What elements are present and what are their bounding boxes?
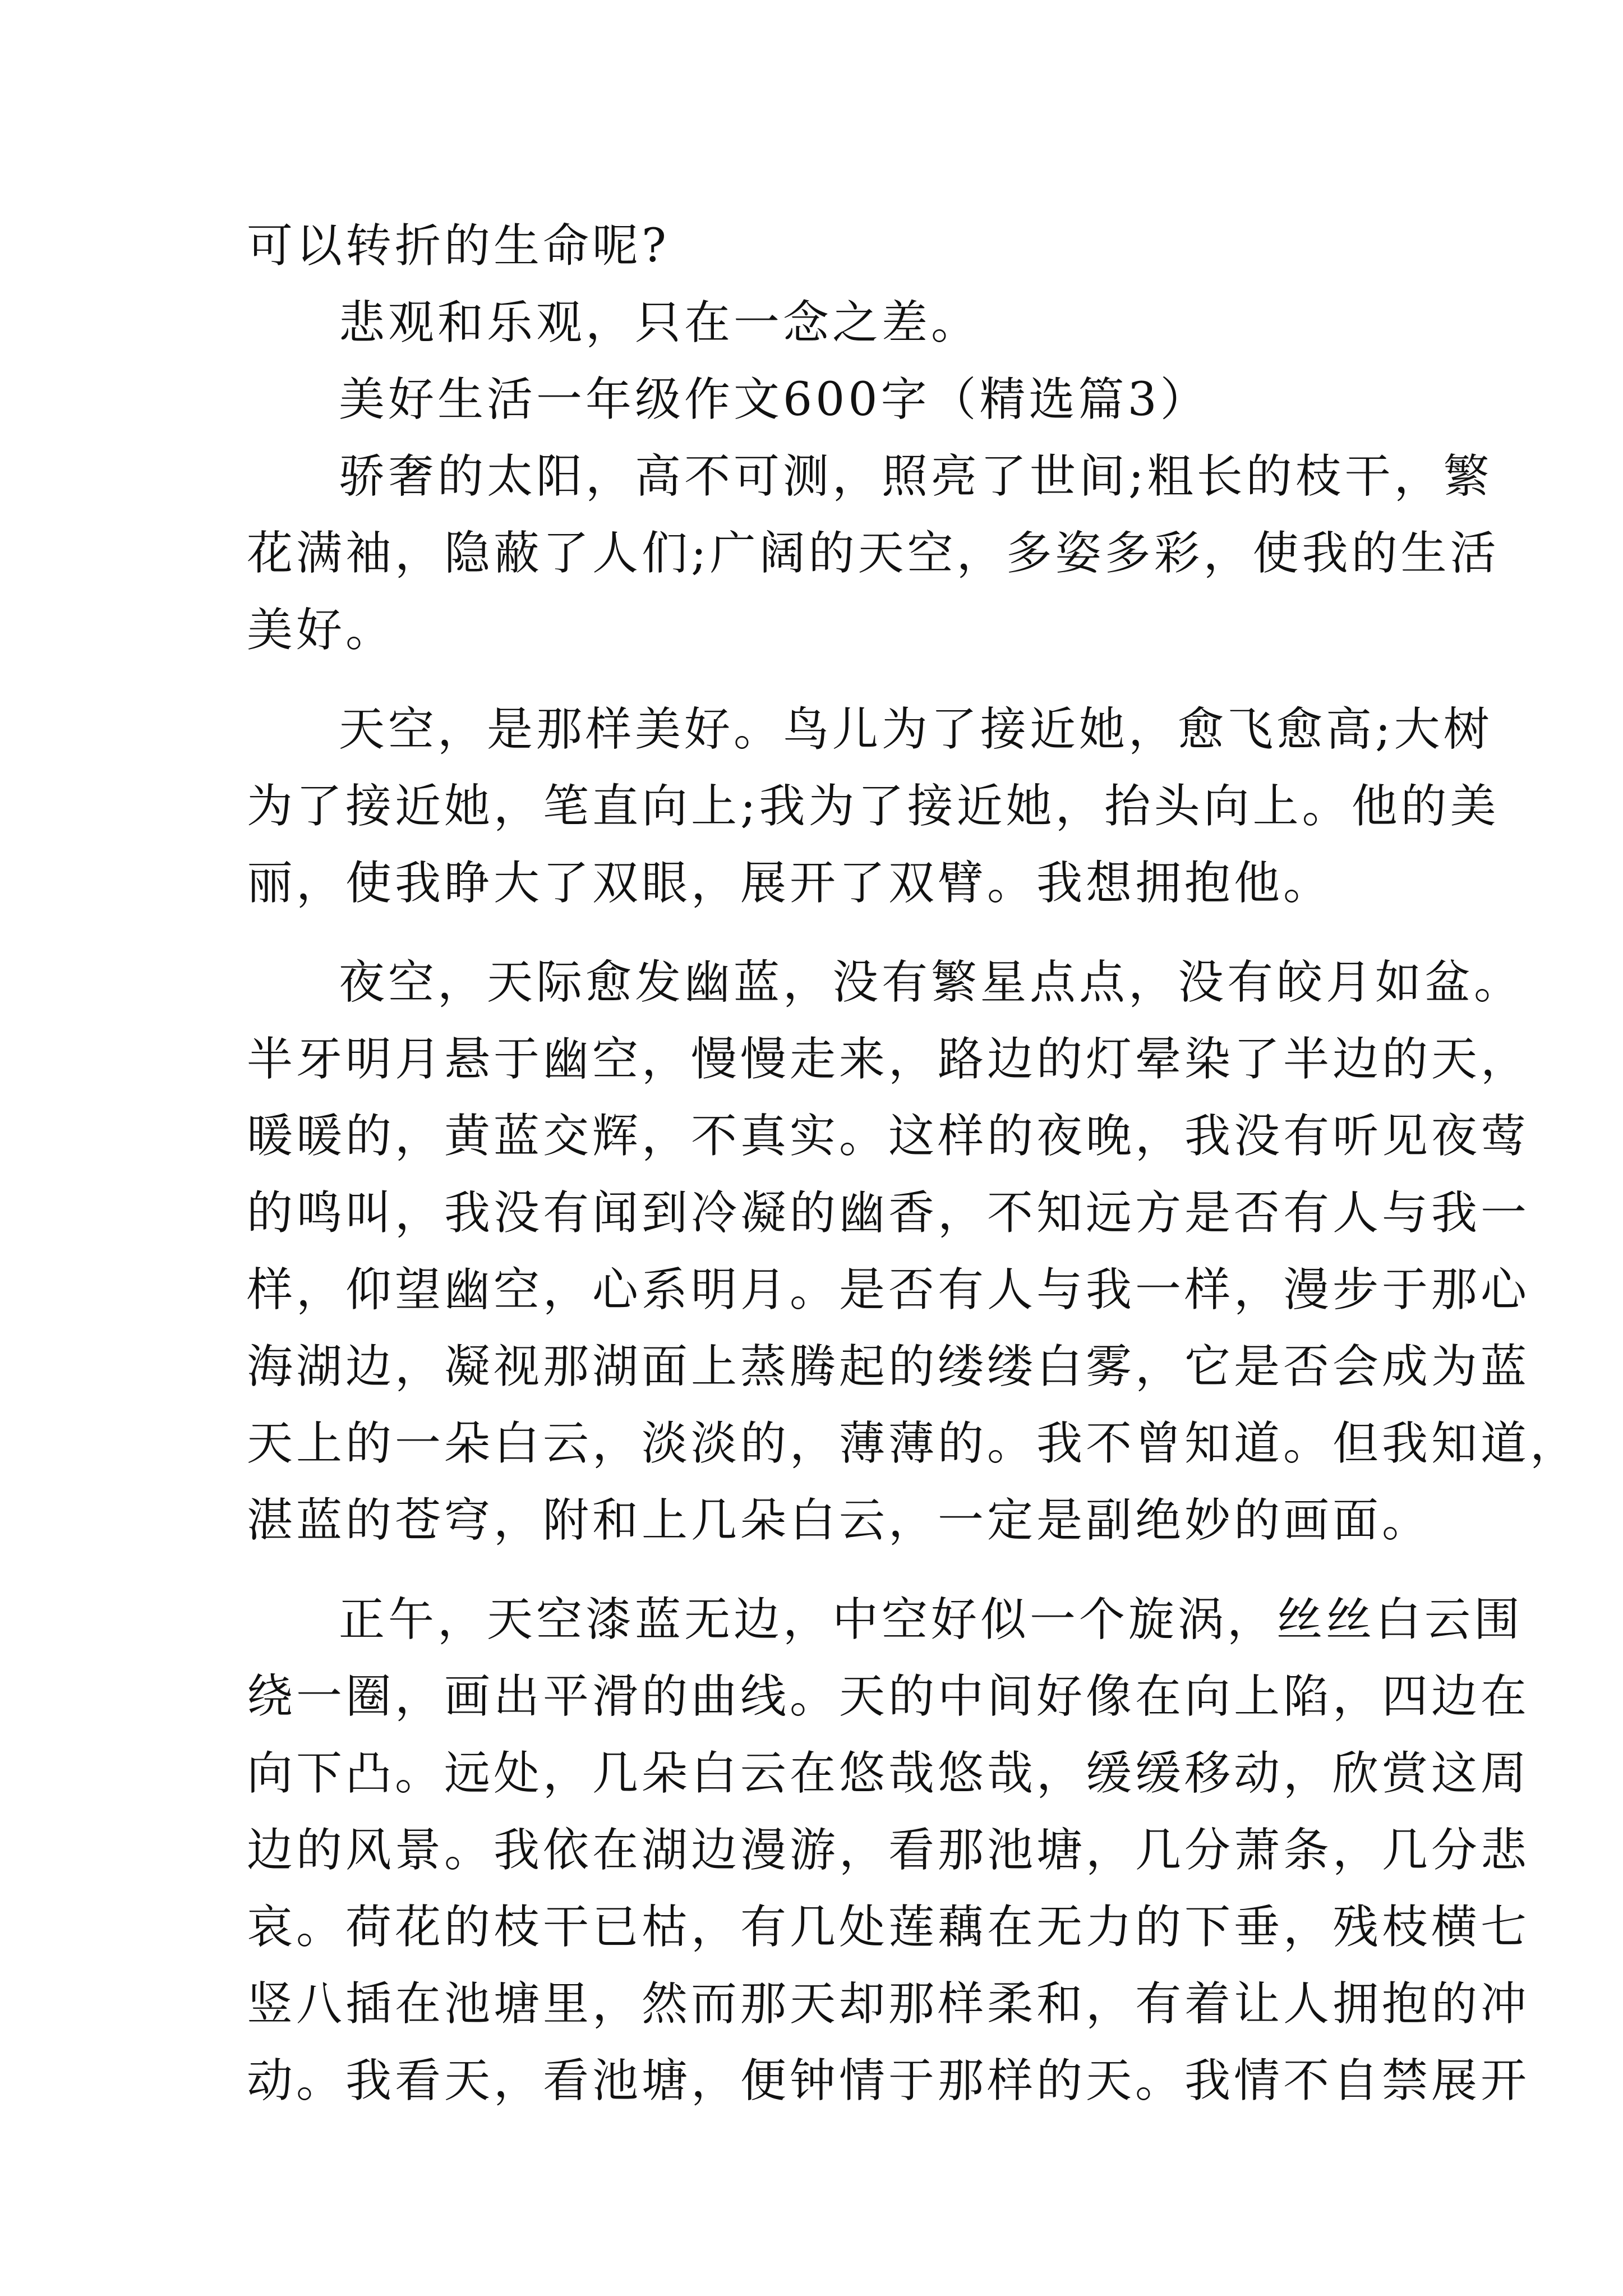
text-line: 天上的一朵白云，淡淡的，薄薄的。我不曾知道。但我知道， [247, 1417, 1580, 1470]
text-line: 美好生活一年级作文600字（精选篇3） [339, 373, 1210, 426]
text-line: 湛蓝的苍穹，附和上几朵白云，一定是副绝妙的画面。 [247, 1494, 1432, 1547]
text-line: 天空，是那样美好。鸟儿为了接近她，愈飞愈高;大树 [339, 703, 1493, 756]
text-line: 的鸣叫，我没有闻到冷凝的幽香，不知远方是否有人与我一 [247, 1186, 1530, 1240]
text-line: 悲观和乐观，只在一念之差。 [339, 296, 981, 349]
document-body [247, 208, 1580, 2119]
text-line: 向下凸。远处，几朵白云在悠哉悠哉，缓缓移动，欣赏这周 [247, 1747, 1530, 1800]
text-line: 骄奢的太阳，高不可测，照亮了世间;粗长的枝干，繁 [339, 450, 1493, 503]
paragraph-4 [247, 438, 1500, 669]
paragraph-7 [247, 1581, 1530, 2119]
text-line: 花满袖，隐蔽了人们;广阔的天空，多姿多彩，使我的生活 [247, 527, 1500, 580]
paragraph-6 [247, 944, 1580, 1559]
text-line: 动。我看天，看池塘，便钟情于那样的天。我情不自禁展开 [247, 2054, 1530, 2108]
text-line: 样，仰望幽空，心系明月。是否有人与我一样，漫步于那心 [247, 1263, 1530, 1317]
text-line: 哀。荷花的枝干已枯，有几处莲藕在无力的下垂，残枝横七 [247, 1901, 1530, 1954]
text-line: 绕一圈，画出平滑的曲线。天的中间好像在向上陷，四边在 [247, 1670, 1530, 1723]
text-line: 为了接近她，笔直向上;我为了接近她，抬头向上。他的美 [247, 780, 1500, 833]
paragraph-2 [247, 284, 1391, 361]
text-line: 丽，使我睁大了双眼，展开了双臂。我想拥抱他。 [247, 857, 1333, 910]
text-line: 可以转折的生命呢? [247, 219, 670, 273]
text-line: 竖八插在池塘里，然而那天却那样柔和，有着让人拥抱的冲 [247, 1977, 1530, 2031]
text-line: 半牙明月悬于幽空，慢慢走来，路边的灯晕染了半边的天， [247, 1033, 1530, 1086]
text-line: 边的风景。我依在湖边漫游，看那池塘，几分萧条，几分悲 [247, 1824, 1530, 1877]
text-line: 正午，天空漆蓝无边，中空好似一个旋涡，丝丝白云围 [339, 1593, 1524, 1646]
text-line: 美好。 [247, 604, 395, 657]
paragraph-1 [247, 208, 1391, 284]
text-line: 夜空，天际愈发幽蓝，没有繁星点点，没有皎月如盆。 [339, 956, 1524, 1009]
paragraph-5 [247, 691, 1500, 922]
text-line: 暖暖的，黄蓝交辉，不真实。这样的夜晚，我没有听见夜莺 [247, 1110, 1530, 1163]
text-line: 海湖边，凝视那湖面上蒸腾起的缕缕白雾，它是否会成为蓝 [247, 1340, 1530, 1393]
section-heading [247, 361, 1391, 438]
